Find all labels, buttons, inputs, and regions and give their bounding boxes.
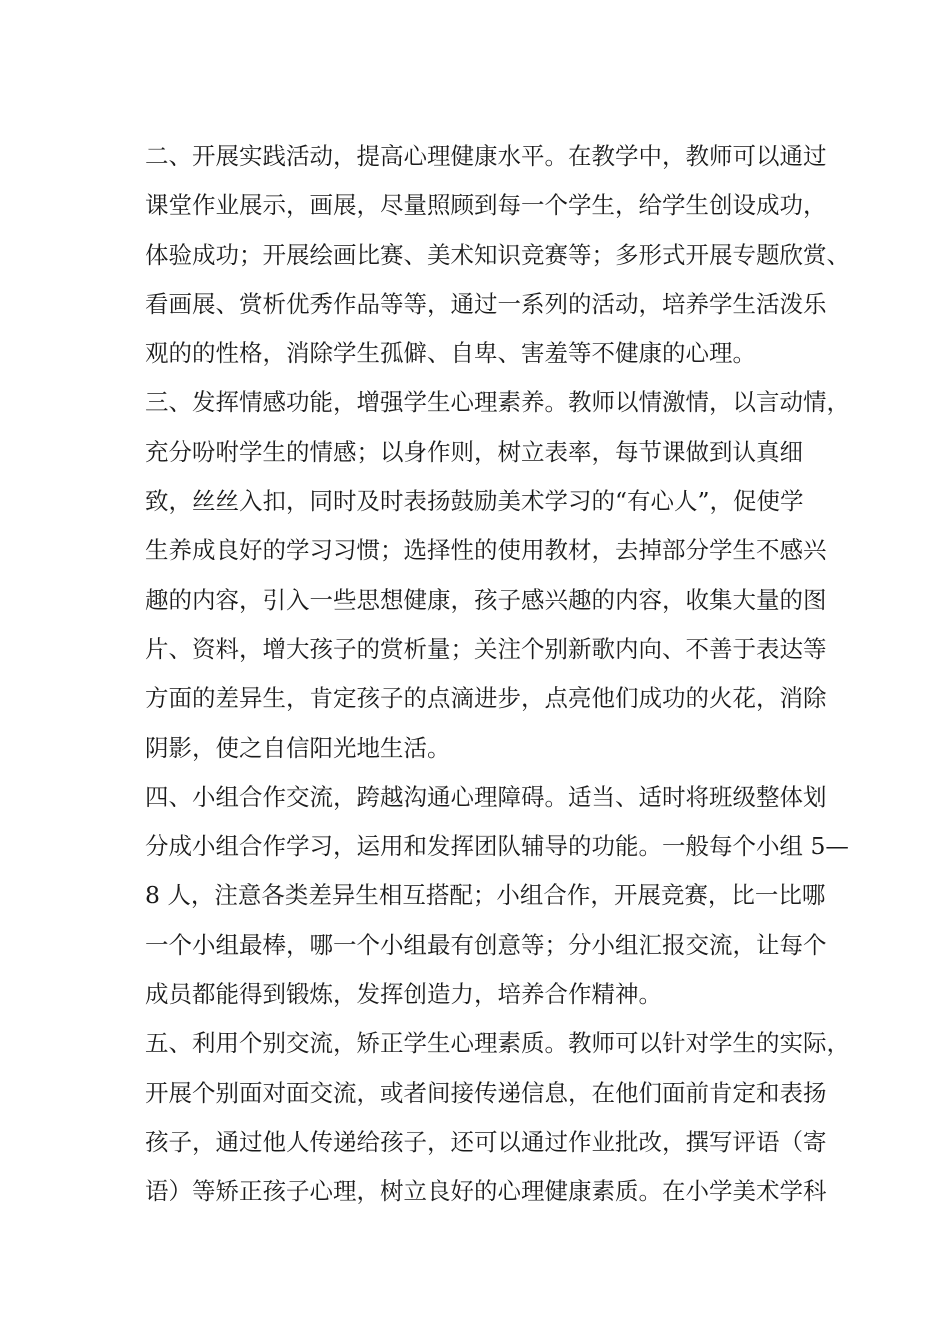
text-line: 五、利用个别交流，矫正学生心理素质。教师可以针对学生的实际， (145, 1029, 850, 1058)
text-line: 体验成功；开展绘画比赛、美术知识竞赛等；多形式开展专题欣赏、 (145, 240, 850, 269)
text-line: 致，丝丝入扣，同时及时表扬鼓励美术学习的“有心人”，促使学 (145, 487, 804, 516)
text-line: 分成小组合作学习，运用和发挥团队辅导的功能。一般每个小组 5— (145, 832, 849, 861)
text-line: 四、小组合作交流，跨越沟通心理障碍。适当、适时将班级整体划 (145, 782, 827, 811)
text-line: 生养成良好的学习习惯；选择性的使用教材，去掉部分学生不感兴 (145, 536, 827, 565)
text-line: 三、发挥情感功能，增强学生心理素养。教师以情激情，以言动情， (145, 388, 850, 417)
text-line: 开展个别面对面交流，或者间接传递信息，在他们面前肯定和表扬 (145, 1078, 827, 1107)
text-line: 方面的差异生，肯定孩子的点滴进步，点亮他们成功的火花，消除 (145, 684, 827, 713)
text-line: 8 人，注意各类差异生相互搭配；小组合作，开展竞赛，比一比哪 (145, 881, 826, 910)
text-line: 趣的内容，引入一些思想健康，孩子感兴趣的内容，收集大量的图 (145, 585, 827, 614)
text-line: 成员都能得到锻炼，发挥创造力，培养合作精神。 (145, 980, 662, 1009)
text-line: 观的的性格，消除学生孤僻、自卑、害羞等不健康的心理。 (145, 339, 756, 368)
body-text (145, 132, 850, 1217)
text-line: 孩子，通过他人传递给孩子，还可以通过作业批改，撰写评语（寄 (145, 1127, 827, 1156)
text-line: 一个小组最棒，哪一个小组最有创意等；分小组汇报交流，让每个 (145, 930, 827, 959)
text-line: 看画展、赏析优秀作品等等，通过一系列的活动，培养学生活泼乐 (145, 289, 827, 318)
text-line: 二、开展实践活动，提高心理健康水平。在教学中，教师可以通过 (145, 142, 827, 170)
text-line: 课堂作业展示，画展，尽量照顾到每一个学生，给学生创设成功， (145, 191, 827, 220)
text-line: 阴影，使之自信阳光地生活。 (145, 733, 451, 762)
text-line: 充分吩咐学生的情感；以身作则，树立表率，每节课做到认真细 (145, 437, 803, 466)
text-line: 片、资料，增大孩子的赏析量；关注个别新歌内向、不善于表达等 (145, 634, 827, 663)
text-line: 语）等矫正孩子心理，树立良好的心理健康素质。在小学美术学科 (145, 1177, 827, 1206)
